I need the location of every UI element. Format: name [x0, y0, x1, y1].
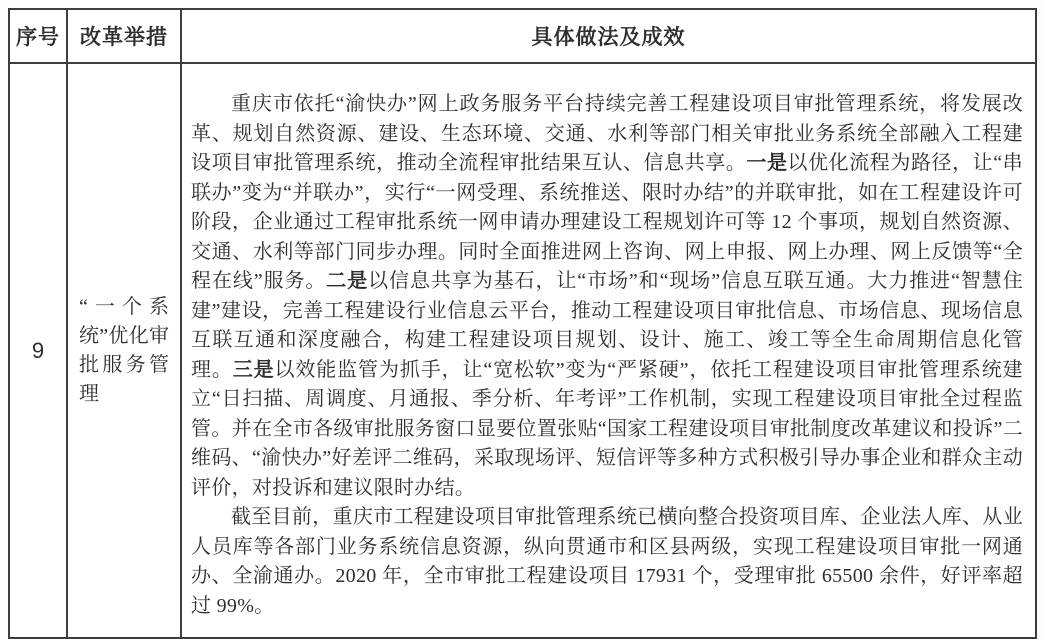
measure-cell: “一个系统”优化审批服务管理 — [67, 63, 181, 638]
table-row — [9, 63, 1036, 638]
column-header-serial: 序号 — [9, 9, 67, 63]
detail-paragraphs — [191, 90, 1023, 621]
detail-paragraph: 截至目前，重庆市工程建设项目审批管理系统已横向整合投资项目库、企业法人库、从业人员库等各部门业务系统信息资源，纵向贯通市和区县两级，实现工程建设项目审批一网通办、全渝通办。2020 年，全市审批工程建设项目 17931 个，受理审批 65500 余件，好评率超过 99%。 — [191, 506, 1023, 617]
table-header-row — [9, 9, 1036, 63]
column-header-measure: 改革举措 — [67, 9, 181, 63]
serial-number-cell: 9 — [9, 63, 67, 638]
detail-cell — [181, 63, 1036, 638]
detail-paragraph: 重庆市依托“渝快办”网上政务服务平台持续完善工程建设项目审批管理系统，将发展改革、规划自然资源、建设、生态环境、交通、水利等部门相关审批业务系统全部融入工程建设项目审批管理系统，推动全流程审批结果互认、信息共享。一是以优化流程为路径，让“串联办”变为“并联办”，实行“一网受理、系统推送、限时办结”的并联审批，如在工程建设许可阶段，企业通过工程审批系统一网申请办理建设工程规划许可等 12 个事项，规划自然资源、交通、水利等部门同步办理。同时全面推进网上咨询、网上申报、网上办理、网上反馈等“全程在线”服务。二是以信息共享为基石，让“市场”和“现场”信息互联互通。大力推进“智慧住建”建设，完善工程建设行业信息云平台，推动工程建设项目审批信息、市场信息、现场信息互联互通和深度融合，构建工程建设项目规划、设计、施工、竣工等全生命周期信息化管理。三是以效能监管为抓手，让“宽松软”变为“严紧硬”，依托工程建设项目审批管理系统建立“日扫描、周调度、月通报、季分析、年考评”工作机制，实现工程建设项目审批全过程监管。并在全市各级审批服务窗口显要位置张贴“国家工程建设项目审批制度改革建议和投诉”二维码、“渝快办”好差评二维码，采取现场评、短信评等多种方式积极引导办事企业和群众主动评价，对投诉和建议限时办结。 — [191, 93, 1023, 499]
column-header-details: 具体做法及成效 — [181, 9, 1036, 63]
reform-measures-table — [8, 8, 1037, 639]
